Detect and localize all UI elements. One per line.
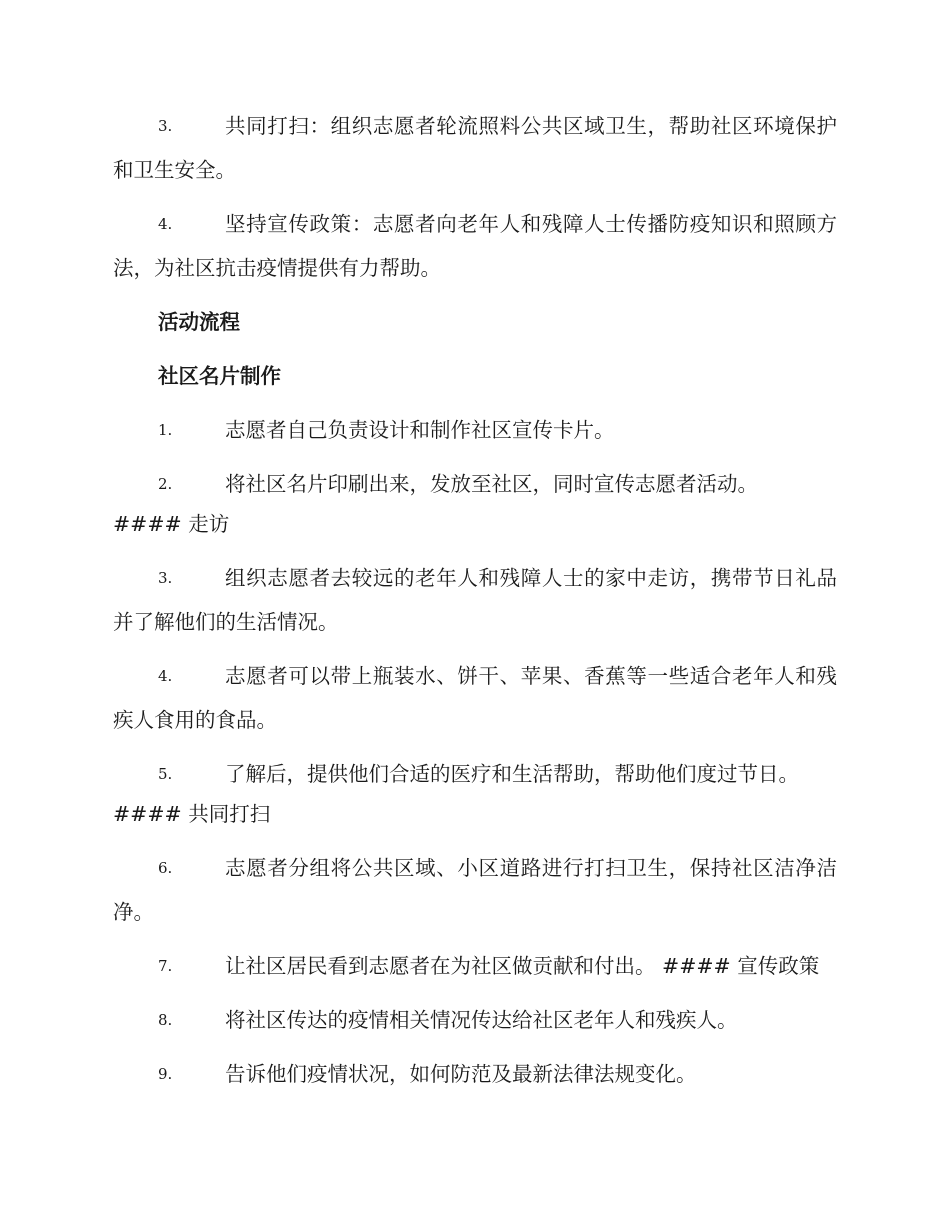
list-number: 5. [158,765,173,783]
list-text: 将社区名片印刷出来，发放至社区，同时宣传志愿者活动。 [225,472,758,496]
list-number: 3. [158,117,173,135]
list-number: 3. [158,569,173,587]
list-text: 志愿者分组将公共区域、小区道路进行打扫卫生，保持社区洁净洁净。 [113,856,837,924]
list-number: 7. [158,957,173,975]
inline-subheading: #### 共同打扫 [113,802,271,826]
list-number: 6. [158,859,173,877]
section-heading-process: 活动流程 [158,310,240,334]
list-text: 了解后，提供他们合适的医疗和生活帮助，帮助他们度过节日。 [225,762,799,786]
list-text: 志愿者可以带上瓶装水、饼干、苹果、香蕉等一些适合老年人和残疾人食用的食品。 [113,664,837,732]
list-item [113,408,837,452]
list-text: 坚持宣传政策：志愿者向老年人和残障人士传播防疫知识和照顾方法，为社区抗击疫情提供有力帮助。 [113,212,837,280]
list-number: 8. [158,1011,173,1029]
list-text: 告诉他们疫情状况，如何防范及最新法律法规变化。 [225,1062,697,1086]
list-number: 4. [158,667,173,685]
list-text: 共同打扫：组织志愿者轮流照料公共区域卫生，帮助社区环境保护和卫生安全。 [113,114,837,182]
document-page [113,104,837,1106]
list-item [113,556,837,644]
list-item [113,752,837,836]
list-number: 4. [158,215,173,233]
list-text: 组织志愿者去较远的老年人和残障人士的家中走访，携带节日礼品并了解他们的生活情况。 [113,566,837,634]
list-item [113,1052,837,1096]
list-item [113,654,837,742]
list-text: 志愿者自己负责设计和制作社区宣传卡片。 [225,418,615,442]
list-item [113,944,837,988]
inline-subheading: #### 走访 [113,512,230,536]
list-text: 让社区居民看到志愿者在为社区做贡献和付出。 #### 宣传政策 [225,954,820,978]
list-item [113,462,837,546]
list-item [113,104,837,192]
list-text: 将社区传达的疫情相关情况传达给社区老年人和残疾人。 [225,1008,738,1032]
list-item [113,202,837,290]
list-number: 2. [158,475,173,493]
section-heading-card: 社区名片制作 [158,364,281,388]
list-item [113,998,837,1042]
list-number: 1. [158,421,173,439]
list-item [113,846,837,934]
list-number: 9. [158,1065,173,1083]
